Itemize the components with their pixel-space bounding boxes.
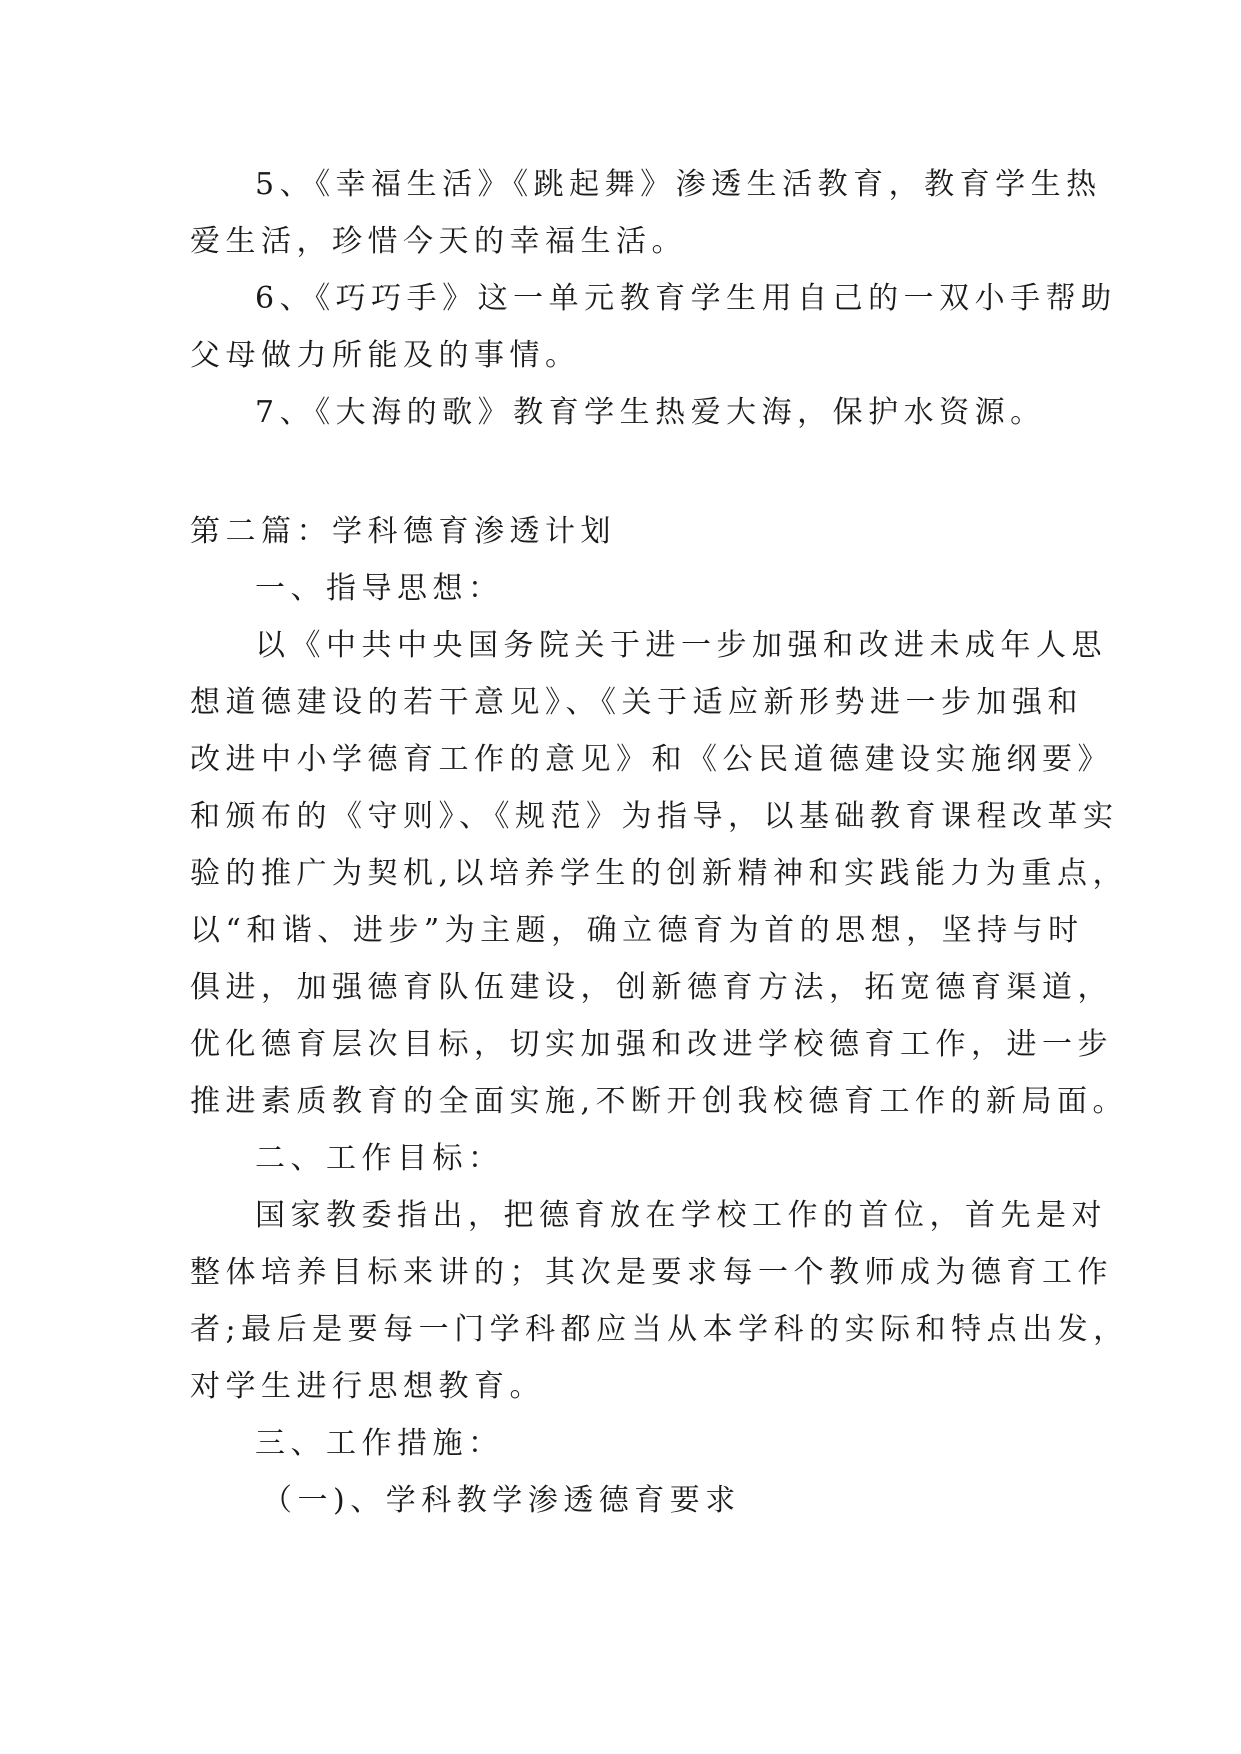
- item6-line2: 父母做力所能及的事情。: [190, 338, 581, 373]
- item5-line2: 爱生活，珍惜今天的幸福生活。: [190, 224, 687, 259]
- para1-line6: 以“和谐、进步”为主题，确立德育为首的思想，坚持与时: [190, 913, 1084, 948]
- para1-line8: 优化德育层次目标，切实加强和改进学校德育工作，进一步: [190, 1027, 1113, 1062]
- para1-line5: 验的推广为契机,以培养学生的创新精神和实践能力为重点，: [190, 856, 1129, 891]
- para1-line1: 以《中共中央国务院关于进一步加强和改进未成年人思: [255, 628, 1107, 663]
- para2-line3: 者;最后是要每一门学科都应当从本学科的实际和特点出发，: [190, 1312, 1129, 1347]
- para1-line3: 改进中小学德育工作的意见》和《公民道德建设实施纲要》: [190, 742, 1113, 777]
- section-two-title: 第二篇：学科德育渗透计划: [190, 514, 616, 549]
- para1-line2: 想道德建设的若干意见》、《关于适应新形势进一步加强和: [190, 685, 1083, 720]
- item5-line1: 5、《幸福生活》《跳起舞》渗透生活教育，教育学生热: [255, 167, 1102, 202]
- heading-work-measures: 三、工作措施：: [255, 1426, 504, 1461]
- para2-line4: 对学生进行思想教育。: [190, 1369, 545, 1404]
- para1-line9: 推进素质教育的全面实施,不断开创我校德育工作的新局面。: [190, 1084, 1129, 1119]
- item6-line1: 6、《巧巧手》这一单元教育学生用自己的一双小手帮助: [255, 281, 1117, 316]
- para2-line2: 整体培养目标来讲的；其次是要求每一个教师成为德育工作: [190, 1255, 1113, 1290]
- heading-work-goals: 二、工作目标：: [255, 1141, 504, 1176]
- para1-line4: 和颁布的《守则》、《规范》为指导，以基础教育课程改革实: [190, 799, 1119, 834]
- para1-line7: 俱进，加强德育队伍建设，创新德育方法，拓宽德育渠道，: [190, 970, 1113, 1005]
- item7-line1: 7、《大海的歌》教育学生热爱大海，保护水资源。: [255, 395, 1046, 430]
- subheading-subject-teaching: （一)、学科教学渗透德育要求: [262, 1483, 741, 1518]
- heading-guiding-thought: 一、指导思想：: [255, 571, 504, 606]
- para2-line1: 国家教委指出，把德育放在学校工作的首位，首先是对: [255, 1198, 1107, 1233]
